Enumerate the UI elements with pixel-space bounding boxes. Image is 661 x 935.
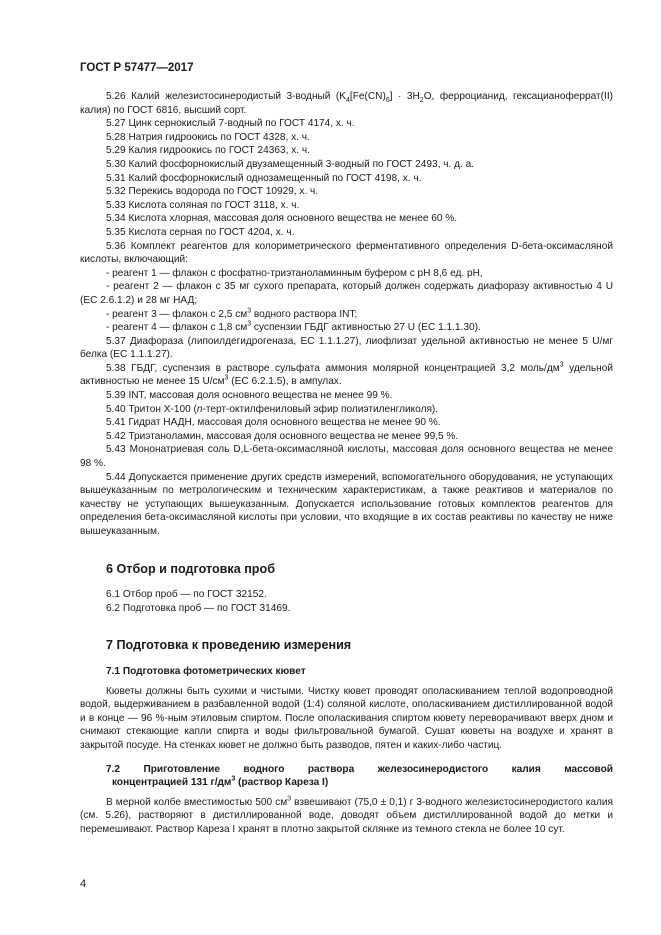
item-5-38: 5.38 ГБДГ, суспензия в растворе сульфата аммония молярной концентрацией 3,2 моль/$дм^3$ удельной активностью не менее 15 $U/см^3$ (EC 6.2.1.5), в ампулах.	[80, 361, 613, 388]
item-6-1: 6.1 Отбор проб — по ГОСТ 32152.	[106, 589, 267, 601]
section-6-title: 6 Отбор и подготовка проб	[106, 561, 275, 576]
subsection-7-1-title: 7.1 Подготовка фотометрических кювет	[106, 665, 306, 677]
subsection-7-2-text: В мерной колбе вместимостью 500 $см^3$ взвешивают (75,0 ± 0,1) г 3-водного железистосинеродистого калия (см. 5.26), растворяют в дистиллированной воде, доводят объем дистиллированной водой до метки и перемешивают. Раствор Кареза I хранят в плотно закрытой склянке из темного стекла не более 10 сут.	[80, 795, 613, 835]
item-5-41: 5.41 Гидрат НАДН, массовая доля основного вещества не менее 90 %.	[106, 417, 441, 429]
page-number: 4	[80, 878, 87, 890]
reagent-4: - реагент 4 — флакон с 1,8 $см^3$ суспензии ГБДГ активностью 27 U (EC 1.1.1.30).	[106, 320, 481, 334]
item-5-44: 5.44 Допускается применение других средств измерений, вспомогательного оборудования, не уступающих вышеуказанным по метрологическим и техническим характеристикам, а также реактивов и материалов по качеству не уступающих вышеуказанным. Допускается использование готовых комплектов реагентов для определения бета-оксимасляной кислоты при условии, что входящие в их состав реактивы по качеству не ниже вышеуказанным.	[80, 471, 613, 537]
reagent-1: - реагент 1 — флакон с фосфатно-триэтаноламинным буфером с pH 8,6 ед. pH,	[106, 267, 483, 279]
item-5-27: 5.27 Цинк сернокислый 7-водный по ГОСТ 4174, х. ч.	[106, 118, 355, 130]
item-5-35: 5.35 Кислота серная по ГОСТ 4204, х. ч.	[106, 226, 295, 238]
document-header: ГОСТ Р 57477—2017	[80, 62, 194, 74]
item-5-40: 5.40 Тритон Х-100 (n-терт-октилфениловый эфир полиэтиленгликоля).	[106, 403, 439, 415]
reagent-2: - реагент 2 — флакон с 35 мг сухого препарата, который должен содержать диафоразу активностью 4 U (EC 2.6.1.2) и 28 мг НАД;	[80, 281, 613, 306]
subsection-7-1-text: Кюветы должны быть сухими и чистыми. Чистку кювет проводят ополаскиванием теплой водопроводной водой, выдерживанием в разбавленной водой (1:4) соляной кислоте, ополаскиванием дистиллированной водой и в конце — 96 %-ным этиловым спиртом. После ополаскивания спиртом кювету переворачивают вверх дном и снимают стекающие капли спирта и воды фильтровальной бумагой. Сушат кюветы на воздухе и хранят в закрытой посуде. На стенках кювет не должно быть разводов, пятен и каких-либо частиц.	[80, 685, 613, 751]
item-5-29: 5.29 Калия гидроокись по ГОСТ 24363, х. ч.	[106, 145, 310, 157]
item-5-30: 5.30 Калий фосфорнокислый двузамещенный 3-водный по ГОСТ 2493, ч. д. а.	[106, 158, 474, 170]
item-5-36: 5.36 Комплект реагентов для колориметрического ферментативного определения D-бета-оксимасляной кислоты, включающий:	[80, 240, 613, 266]
item-5-37: 5.37 Диафораза (липоилдегидрогеназа, EC 1.1.1.27), лиофлизат удельной активностью не менее 5 U/мг белка (EC 1.1.1.27).	[80, 335, 613, 361]
item-5-31: 5.31 Калий фосфорнокислый однозамещенный по ГОСТ 4198, х. ч.	[106, 172, 422, 184]
item-5-32: 5.32 Перекись водорода по ГОСТ 10929, х. ч.	[106, 186, 319, 198]
page-content	[80, 90, 613, 837]
item-5-33: 5.33 Кислота соляная по ГОСТ 3118, х. ч.	[106, 199, 300, 211]
item-5-39: 5.39 INT, массовая доля основного вещества не менее 99 %.	[106, 390, 393, 402]
item-6-2: 6.2 Подготовка проб — по ГОСТ 31469.	[106, 602, 291, 614]
item-5-34: 5.34 Кислота хлорная, массовая доля основного вещества не менее 60 %.	[106, 213, 458, 225]
item-5-28: 5.28 Натрия гидроокись по ГОСТ 4328, х. ч.	[106, 131, 310, 143]
reagent-3: - реагент 3 — флакон с 2,5 $см^3$ водного раствора INT;	[106, 307, 358, 320]
item-5-43: 5.43 Мононатриевая соль D,L-бета-оксимасляной кислоты, массовая доля основного вещества не менее 98 %.	[80, 444, 613, 470]
subsection-7-2-title: 7.2 Приготовление водного раствора железосинеродистого калия массовой концентрацией 131 $г/дм^3$ (раствор Кареза I)	[106, 763, 613, 789]
item-5-42: 5.42 Триэтаноламин, массовая доля основного вещества не менее 99,5 %.	[106, 430, 459, 442]
section-7-title: 7 Подготовка к проведению измерения	[106, 638, 352, 653]
item-5-26: 5.26 Калий железистосинеродистый 3-водный ($K_4[Fe(CN)_6] \cdot 3H_2O$, ферроцианид, гексацианоферрат(II) калия) по ГОСТ 6816, высший сорт.	[80, 91, 613, 116]
